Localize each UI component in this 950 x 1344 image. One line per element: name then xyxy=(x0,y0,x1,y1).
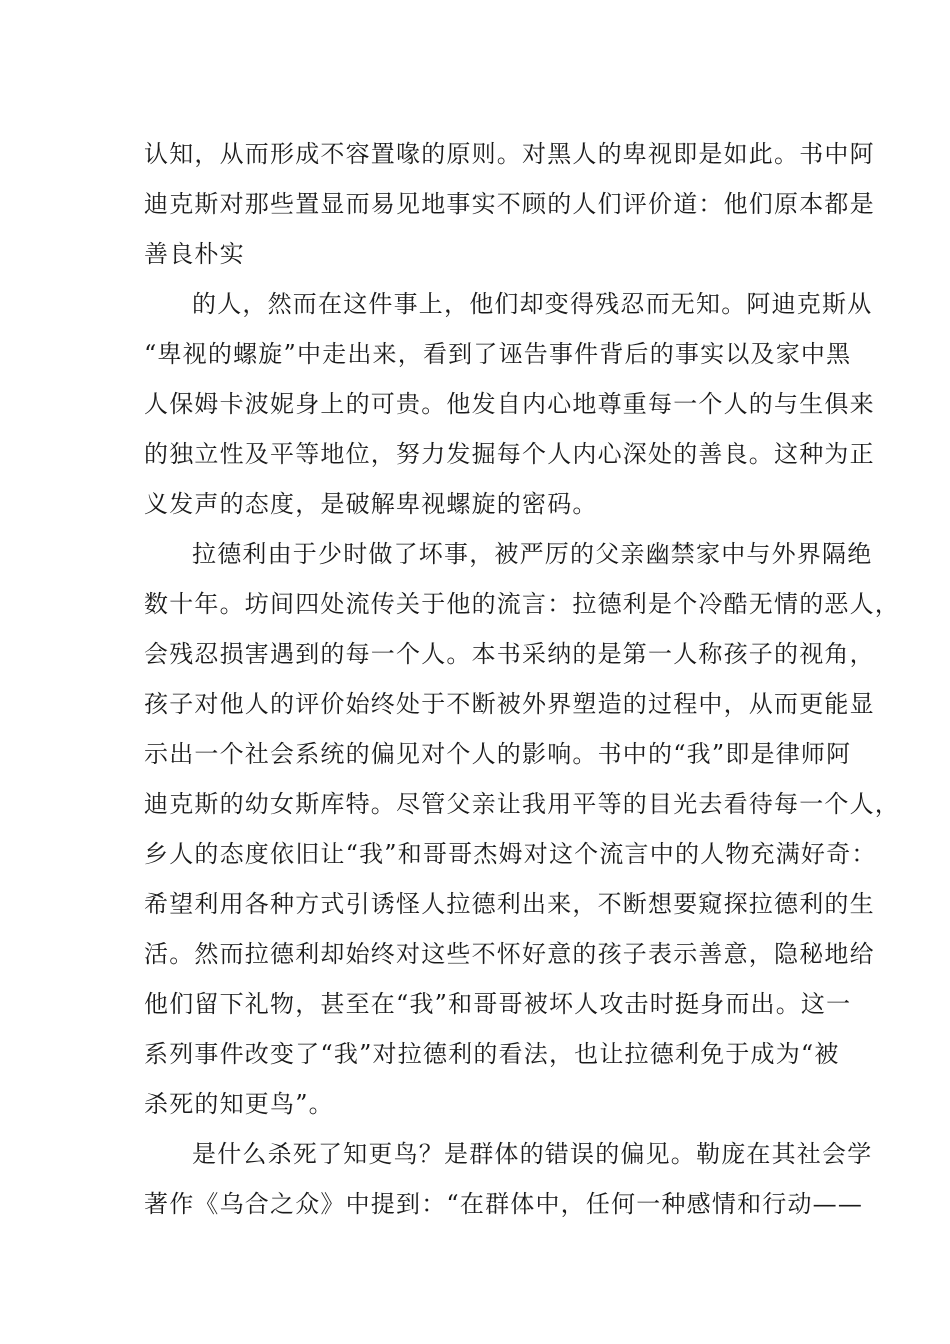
text-line: 义发声的态度，是破解卑视螺旋的密码。 xyxy=(144,490,598,518)
paragraph-start-line: 拉德利由于少时做了坏事，被严厉的父亲幽禁家中与外界隔绝 xyxy=(192,540,873,568)
text-line: 示出一个社会系统的偏见对个人的影响。书中的“我”即是律师阿 xyxy=(144,740,852,768)
text-line: 杀死的知更鸟”。 xyxy=(144,1090,334,1118)
text-line: 系列事件改变了“我”对拉德利的看法，也让拉德利免于成为“被 xyxy=(144,1040,840,1068)
text-line: 的独立性及平等地位，努力发掘每个人内心深处的善良。这种为正 xyxy=(144,440,875,468)
text-line: 数十年。坊间四处流传关于他的流言：拉德利是个冷酷无情的恶人， xyxy=(144,590,900,618)
text-line: 善良朴实 xyxy=(144,240,245,268)
text-line: “卑视的螺旋”中走出来，看到了诬告事件背后的事实以及家中黑 xyxy=(144,340,852,368)
text-line: 著作《乌合之众》中提到：“在群体中，任何一种感情和行动—— xyxy=(144,1190,864,1218)
text-line: 人保姆卡波妮身上的可贵。他发自内心地尊重每一个人的与生俱来 xyxy=(144,390,875,418)
document-body xyxy=(144,129,900,1229)
text-line: 会残忍损害遇到的每一个人。本书采纳的是第一人称孩子的视角， xyxy=(144,640,875,668)
text-line: 迪克斯对那些置显而易见地事实不顾的人们评价道：他们原本都是 xyxy=(144,190,875,218)
text-line: 认知，从而形成不容置喙的原则。对黑人的卑视即是如此。书中阿 xyxy=(144,140,875,168)
text-line: 他们留下礼物，甚至在“我”和哥哥被坏人攻击时挺身而出。这一 xyxy=(144,990,852,1018)
paragraph-start-line: 的人，然而在这件事上，他们却变得残忍而无知。阿迪克斯从 xyxy=(192,290,873,318)
paragraph-start-line: 是什么杀死了知更鸟？是群体的错误的偏见。勒庞在其社会学 xyxy=(192,1140,873,1168)
text-line: 乡人的态度依旧让“我”和哥哥杰姆对这个流言中的人物充满好奇： xyxy=(144,840,877,868)
text-line: 孩子对他人的评价始终处于不断被外界塑造的过程中，从而更能显 xyxy=(144,690,875,718)
text-line: 迪克斯的幼女斯库特。尽管父亲让我用平等的目光去看待每一个人， xyxy=(144,790,900,818)
text-line: 希望利用各种方式引诱怪人拉德利出来，不断想要窥探拉德利的生 xyxy=(144,890,875,918)
text-line: 活。然而拉德利却始终对这些不怀好意的孩子表示善意，隐秘地给 xyxy=(144,940,875,968)
